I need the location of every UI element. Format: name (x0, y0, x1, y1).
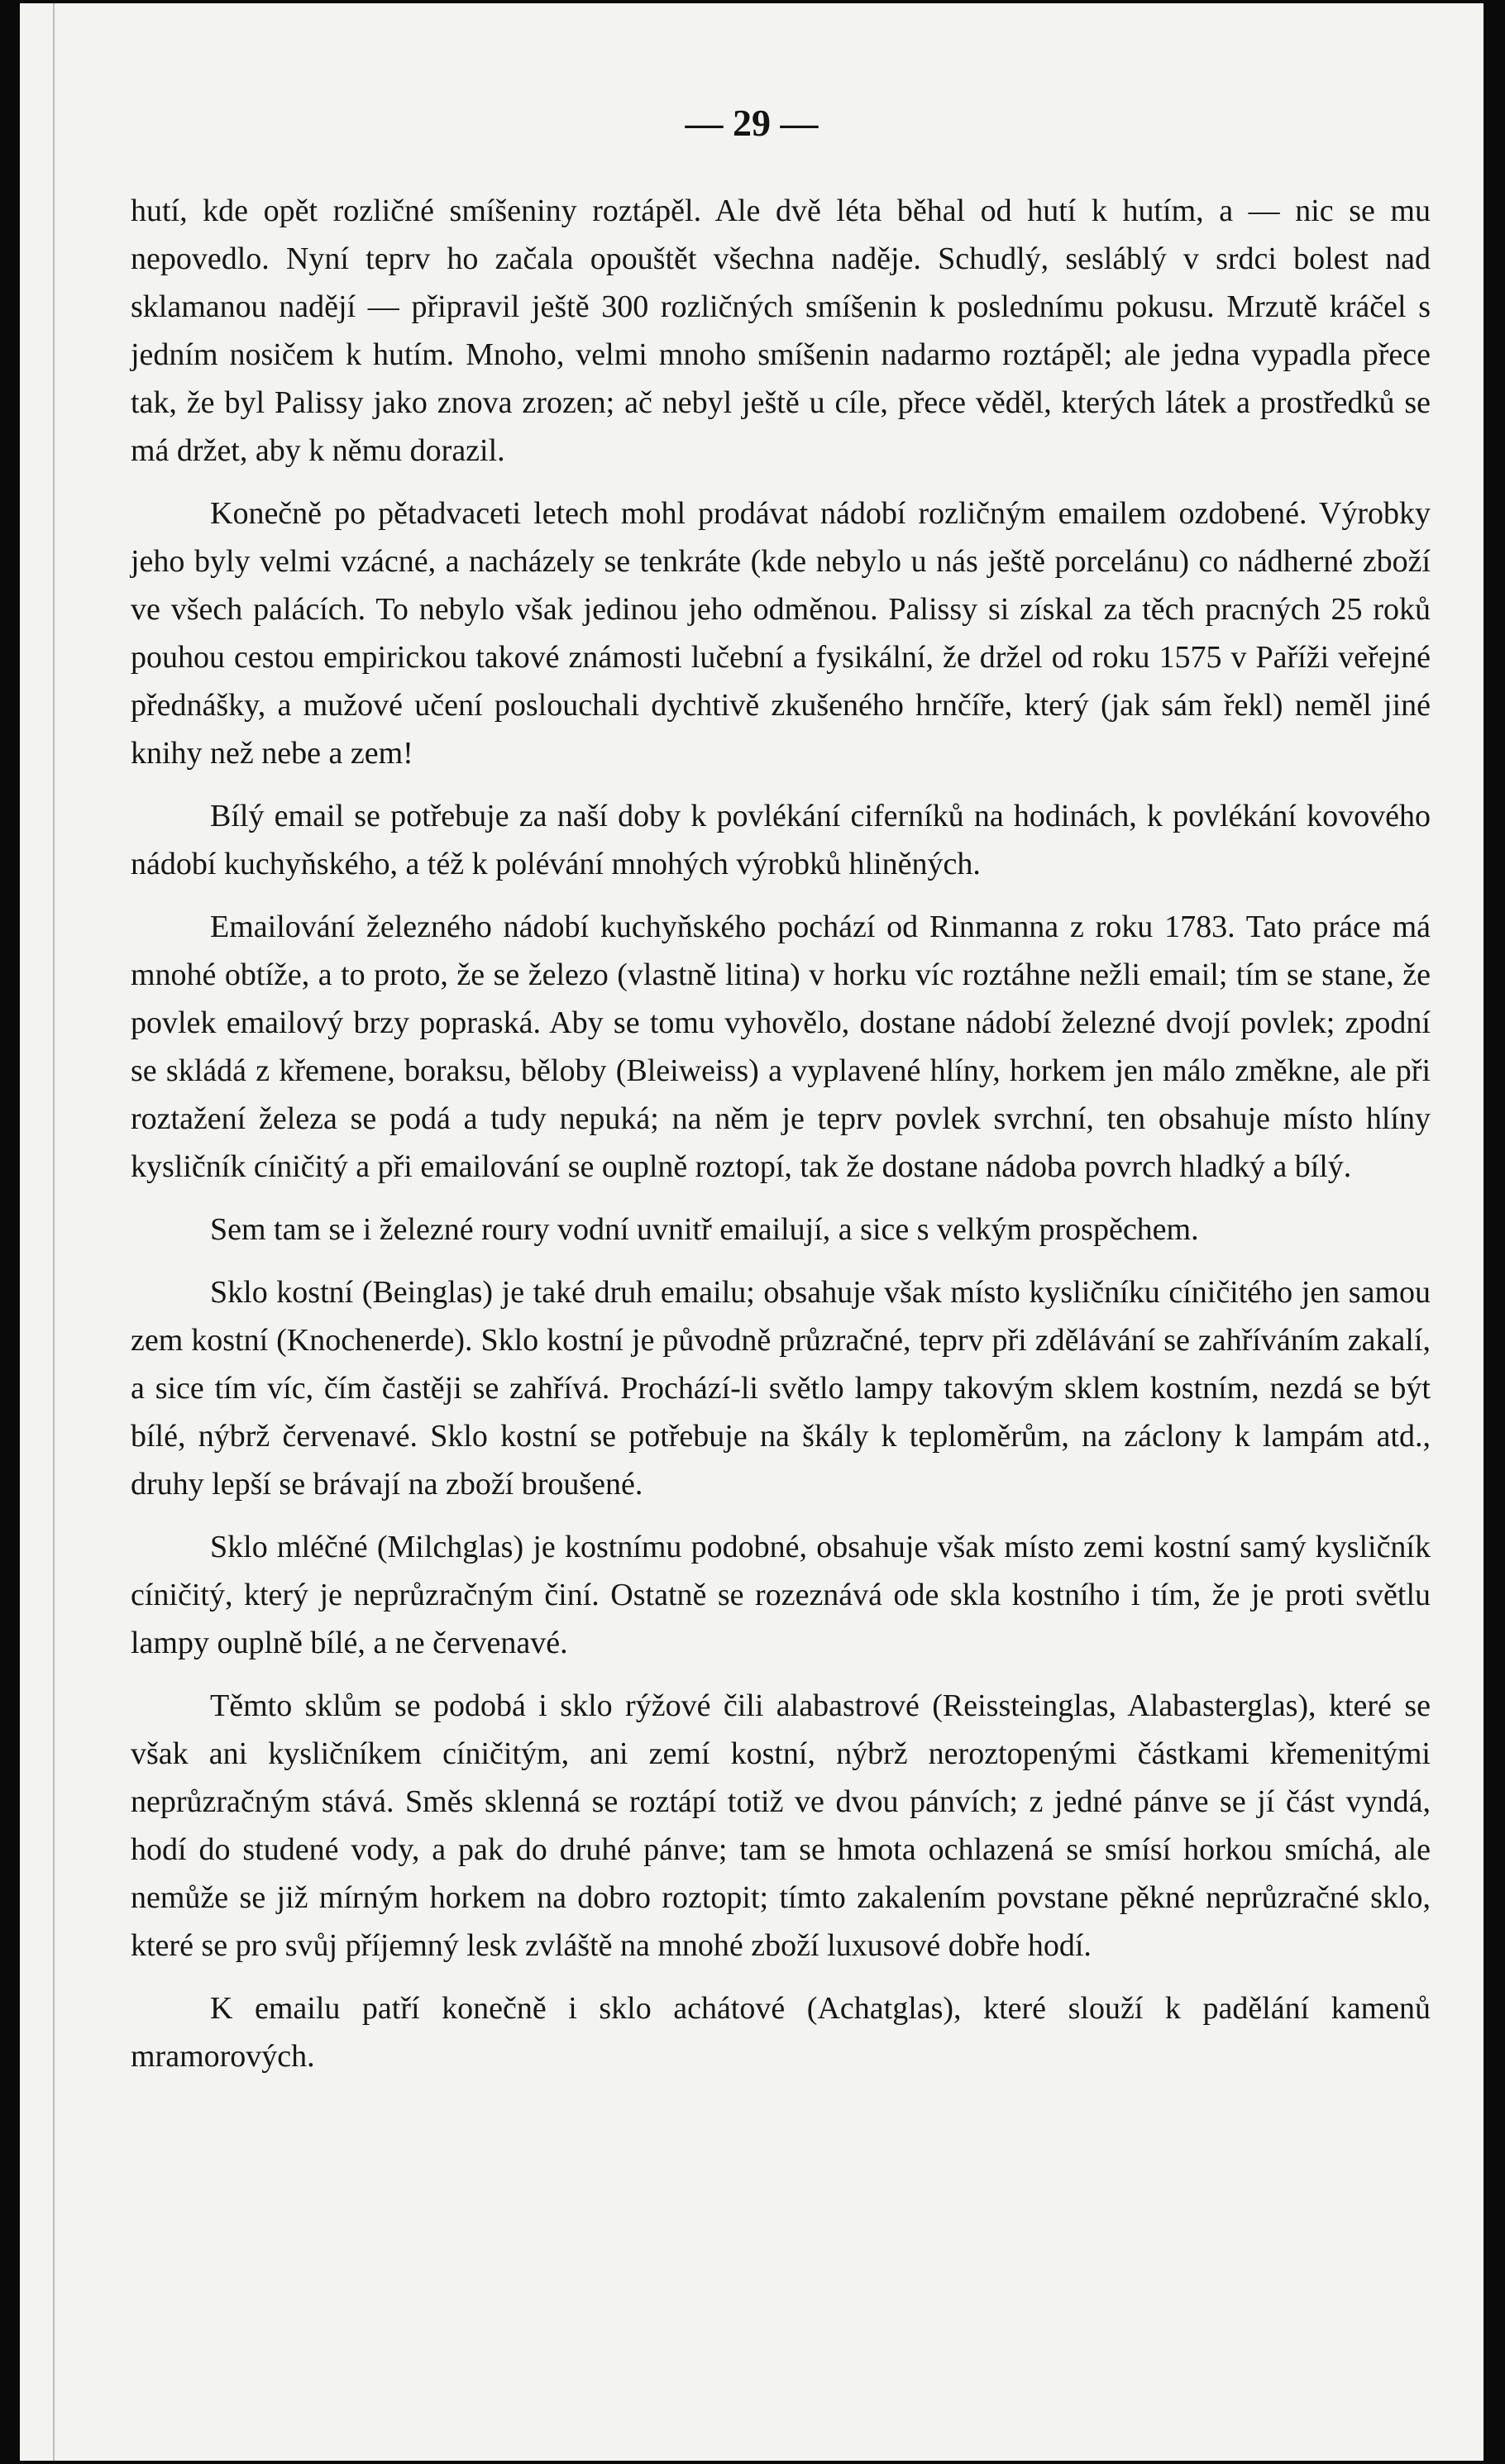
paragraph: Sklo mléčné (Milchglas) je kostnímu podobné, obsahuje však místo zemi kostní samý kysličník cíničitý, který je neprůzračným činí. Ostatně se rozeznává ode skla kostního i tím, že je proti světlu lampy ouplně bílé, a ne červenavé. (131, 1530, 1431, 1660)
paragraph: Sklo kostní (Beinglas) je také druh emailu; obsahuje však místo kysličníku cíničitého jen samou zem kostní (Knochenerde). Sklo kostní je původně průzračné, teprv při zdělávání se zahříváním zakalí, a sice tím víc, čím častěji se zahřívá. Prochází-li světlo lampy takovým sklem kostním, nezdá se být bílé, nýbrž červenavé. Sklo kostní se potřebuje na škály k teploměrům, na záclony k lampám atd., druhy lepší se brávají na zboží broušené. (131, 1275, 1431, 1502)
paragraph: Sem tam se i železné roury vodní uvnitř emailují, a sice s velkým prospěchem. (210, 1212, 1199, 1247)
paragraph: Emailování železného nádobí kuchyňského pochází od Rinmanna z roku 1783. Tato práce má mnohé obtíže, a to proto, že se železo (vlastně litina) v horku víc roztáhne nežli email; tím se stane, že povlek emailový brzy popraská. Aby se tomu vyhovělo, dostane nádobí železné dvojí povlek; zpodní se skládá z křemene, boraksu, běloby (Bleiweiss) a vyplavené hlíny, horkem jen málo změkne, ale při roztažení železa se podá a tudy nepuká; na něm je teprv povlek svrchní, ten obsahuje místo hlíny kysličník cíničitý a při emailování se ouplně roztopí, tak že dostane nádoba povrch hladký a bílý. (131, 910, 1431, 1184)
page-edge-shadow (53, 3, 55, 2461)
paragraph: Bílý email se potřebuje za naší doby k povlékání ciferníků na hodinách, k povlékání kovového nádobí kuchyňského, a též k polévání mnohých výrobků hliněných. (131, 799, 1431, 881)
paragraph: Konečně po pětadvaceti letech mohl prodávat nádobí rozličným emailem ozdobené. Výrobky jeho byly velmi vzácné, a nacházely se tenkráte (kde nebylo u nás ještě porcelánu) co nádherné zboží ve všech palácích. To nebylo však jedinou jeho odměnou. Palissy si získal za těch pracných 25 roků pouhou cestou empirickou takové známosti lučební a fysikální, že držel od roku 1575 v Paříži veřejné přednášky, a mužové učení poslouchali dychtivě zkušeného hrnčíře, který (jak sám řekl) neměl jiné knihy než nebe a zem! (131, 496, 1431, 771)
book-page (20, 3, 1484, 2461)
page-number: — 29 — (685, 102, 819, 144)
paragraph: hutí, kde opět rozličné smíšeniny roztápěl. Ale dvě léta běhal od hutí k hutím, a — nic se mu nepovedlo. Nyní teprv ho začala opouštět všechna naděje. Schudlý, sesláblý v srdci bolest nad sklamanou nadějí — připravil ještě 300 rozličných smíšenin k poslednímu pokusu. Mrzutě kráčel s jedním nosičem k hutím. Mnoho, velmi mnoho smíšenin nadarmo roztápěl; ale jedna vypadla přece tak, že byl Palissy jako znova zrozen; ač nebyl ještě u cíle, přece věděl, kterých látek a prostředků se má držet, aby k němu dorazil. (131, 193, 1431, 468)
body-text (131, 187, 1431, 2095)
paragraph: K emailu patří konečně i sklo achátové (Achatglas), které slouží k padělání kamenů mramorových. (131, 1991, 1431, 2074)
paragraph: Těmto sklům se podobá i sklo rýžové čili alabastrové (Reissteinglas, Alabasterglas), které se však ani kysličníkem cíničitým, ani zemí kostní, nýbrž neroztopenými částkami křemenitými neprůzračným stává. Směs sklenná se roztápí totiž ve dvou pánvích; z jedné pánve se jí část vyndá, hodí do studené vody, a pak do druhé pánve; tam se hmota ochlazená se smísí horkou smíchá, ale nemůže se již mírným horkem na dobro roztopit; tímto zakalením povstane pěkné neprůzračné sklo, které se pro svůj příjemný lesk zvláště na mnohé zboží luxusové dobře hodí. (131, 1688, 1431, 1963)
